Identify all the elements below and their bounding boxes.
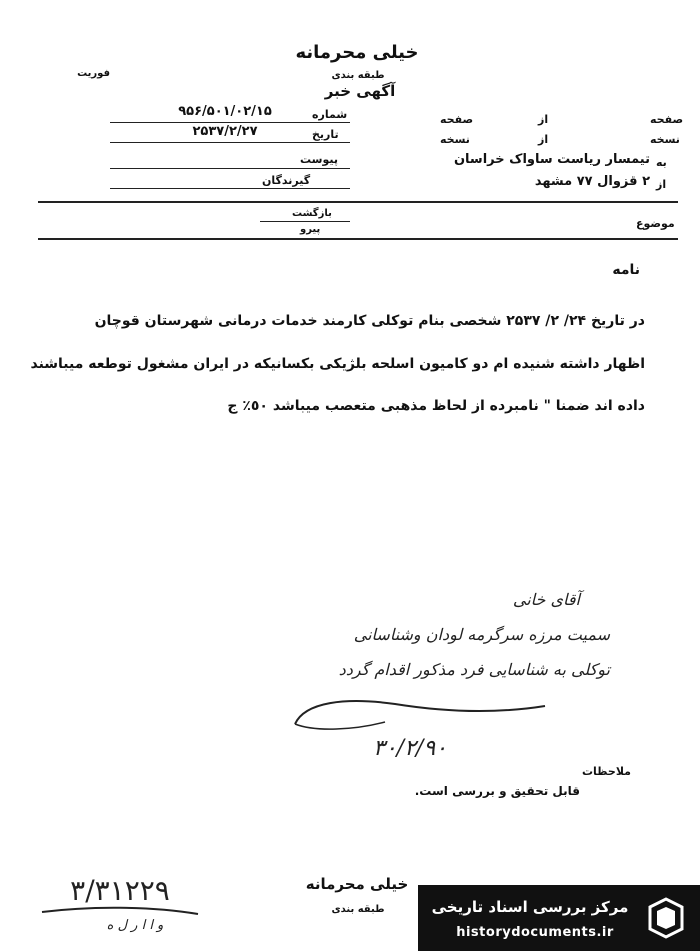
body-heading: نامه <box>612 262 640 278</box>
archive-stamp-url: historydocuments.ir <box>456 925 614 940</box>
classification-title: خیلی محرمانه <box>295 42 419 63</box>
return-divider <box>260 221 350 222</box>
date-value: ۲۵۳۷/۲/۲۷ <box>192 124 258 139</box>
recipients-label: گیرندگان <box>262 174 311 187</box>
document-type: آگهی خبر <box>324 82 396 100</box>
page-label-2: صفحه <box>440 113 474 126</box>
return-label: بازگشت <box>292 208 332 219</box>
archive-logo-icon <box>642 893 690 941</box>
number-underline <box>110 122 350 123</box>
copy-label: نسخه <box>650 133 680 146</box>
from-label: از <box>656 178 667 191</box>
attachment-label: پیوست <box>300 153 338 166</box>
page-label: صفحه <box>650 113 684 126</box>
date-label: تاریخ <box>312 128 339 141</box>
body-line-2: اظهار داشته شنیده ام دو کامیون اسلحه بلژیکی بکسانیکه در ایران مشغول توطعه میباشند <box>30 356 645 372</box>
page-of-label: از <box>538 113 549 126</box>
header-divider-bottom <box>38 238 678 240</box>
remarks-value: قابل تحقیق و بررسی است. <box>414 784 580 798</box>
handwritten-line-2: سمیت مرزه سرگرمه لودان وشناسانی <box>353 625 610 644</box>
handwritten-date: ۳۰/۲/۹۰ <box>373 736 447 761</box>
recipients-underline <box>110 188 350 189</box>
body-line-1: در تاریخ ۲۴/ ۲/ ۲۵۳۷ شخصی بنام توکلی کارمند خدمات درمانی شهرستان قوچان <box>94 313 645 329</box>
to-value: تیمسار ریاست ساواک خراسان <box>453 152 650 167</box>
remarks-label: ملاحظات <box>582 765 631 778</box>
number-label: شماره <box>312 108 348 121</box>
from-value: ۲ قزوال ۷۷ مشهد <box>534 174 650 189</box>
footer-classification-label: طبقه بندی <box>331 904 385 915</box>
classification-label: طبقه بندی <box>331 70 385 81</box>
archive-stamp-text: مرکز بررسی اسناد تاریخی <box>431 898 629 916</box>
subject-label: موضوع <box>636 217 675 230</box>
body-line-3: داده اند ضمنا " نامبرده از لحاظ مذهبی متعصب میباشد ٥٠٪ ج <box>227 398 645 414</box>
signature-flourish <box>285 692 555 742</box>
copy-of-label: از <box>538 133 549 146</box>
date-underline <box>110 142 350 143</box>
header-divider-top <box>38 201 678 203</box>
copy-label-2: نسخه <box>440 133 470 146</box>
followup-label: پیرو <box>300 224 321 235</box>
handwritten-line-1: آقای خانی <box>512 590 580 609</box>
handwritten-line-3: توکلی به شناسایی فرد مذکور اقدام گردد <box>338 660 610 679</box>
footer-classification: خیلی محرمانه <box>305 875 409 893</box>
number-value: ۹۵۶/۵۰۱/۰۲/۱۵ <box>178 104 272 119</box>
urgency-label: فوریت <box>77 68 110 79</box>
footer-handwritten-number: ۳/۳۱۲۲۹ <box>70 874 170 907</box>
to-label: به <box>656 156 667 169</box>
footer-handwritten-note: و ا ا ر ل ه <box>106 918 164 933</box>
attachment-underline <box>110 168 350 169</box>
